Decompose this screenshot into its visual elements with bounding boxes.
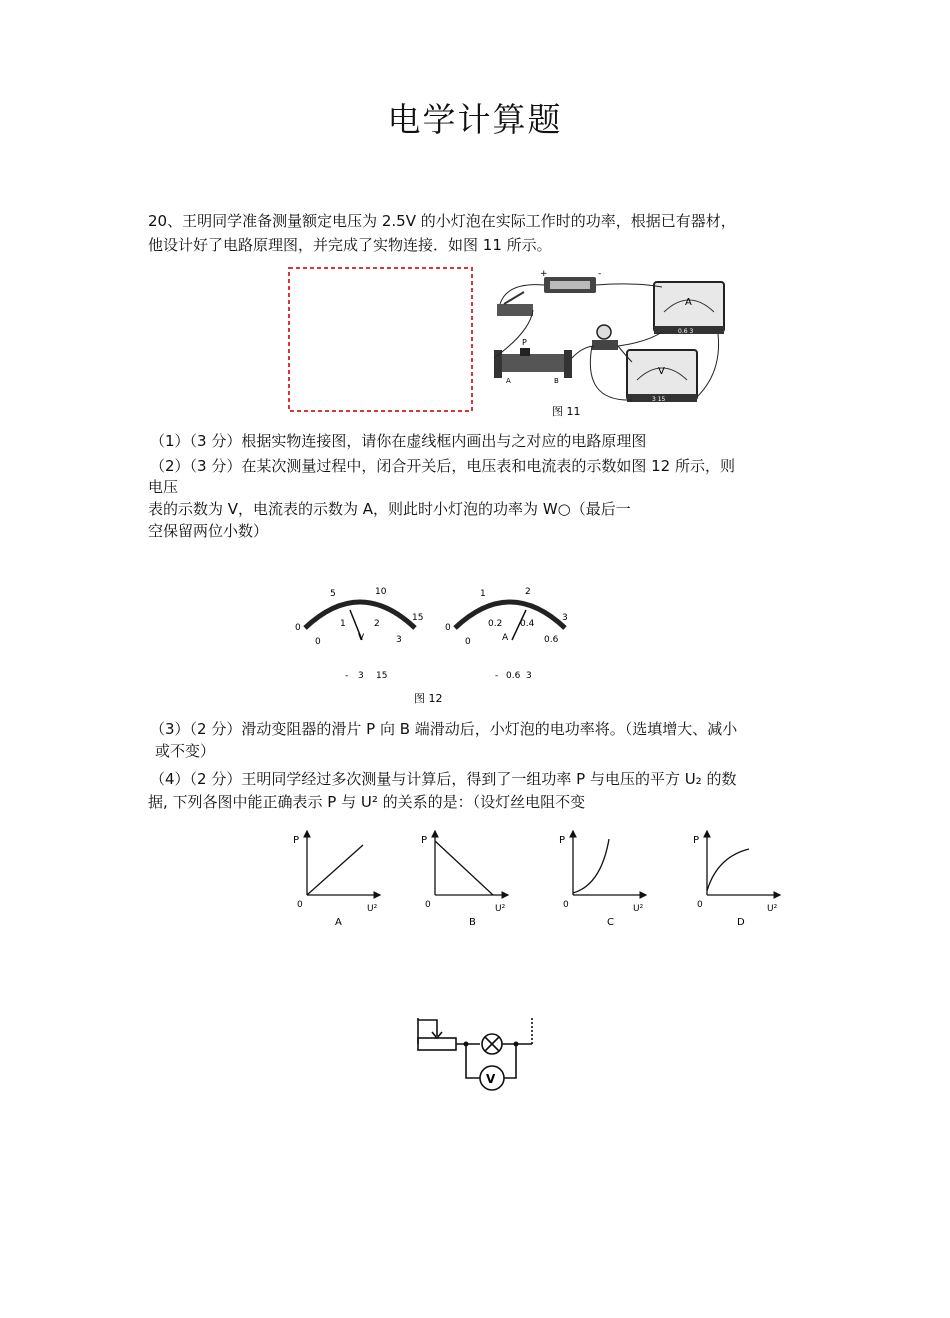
a-outer-tick-0: 0 xyxy=(445,623,451,633)
graph-c-origin: 0 xyxy=(563,900,569,910)
v-terminal-minus: - xyxy=(345,671,349,681)
v-outer-tick-5: 5 xyxy=(330,589,336,599)
q20-intro-line1: 20、王明同学准备测量额定电压为 2.5V 的小灯泡在实际工作时的功率，根据已有器材， xyxy=(148,212,736,230)
slider-label: P xyxy=(522,338,527,347)
graph-d-origin: 0 xyxy=(697,900,703,910)
q20-part4-line1: （4）（2 分）王明同学经过多次测量与计算后，得到了一组功率 P 与电压的平方 U₂ 的数 xyxy=(150,770,737,788)
graph-c-x-label: U² xyxy=(633,904,644,914)
graph-a[interactable] xyxy=(293,831,380,928)
graph-d-option-label: D xyxy=(737,917,745,928)
a-unit: A xyxy=(502,633,509,643)
circuit-schematic xyxy=(410,1012,540,1102)
v-inner-tick-1: 1 xyxy=(340,619,346,629)
a-terminal-minus: - xyxy=(495,671,499,681)
q20-part1: （1）（3 分）根据实物连接图，请你在虚线框内画出与之对应的电路原理图 xyxy=(150,432,647,450)
graph-b[interactable] xyxy=(421,831,508,928)
rheostat xyxy=(494,338,572,385)
graph-b-x-label: U² xyxy=(495,904,506,914)
graph-d-x-label: U² xyxy=(767,904,778,914)
q20-intro-line2: 他设计好了电路原理图，并完成了实物连接．如图 11 所示。 xyxy=(148,236,552,254)
a-inner-tick-0: 0 xyxy=(465,637,471,647)
graph-b-origin: 0 xyxy=(425,900,431,910)
a-terminal-3: 3 xyxy=(526,671,532,681)
battery xyxy=(540,269,601,293)
q20-part3-line1: （3）（2 分）滑动变阻器的滑片 P 向 B 端滑动后，小灯泡的电功率将。（选填增大、减小 xyxy=(150,720,738,738)
figure-11 xyxy=(282,262,732,422)
a-inner-tick-0-2: 0.2 xyxy=(488,619,503,629)
a-outer-tick-3: 3 xyxy=(562,613,568,623)
answer-dashed-box[interactable] xyxy=(289,268,472,411)
lamp xyxy=(592,325,618,350)
graph-a-x-label: U² xyxy=(367,904,378,914)
graph-c[interactable] xyxy=(559,831,646,928)
q20-part3-line2: 或不变） xyxy=(155,742,216,760)
q20-part2-line3: 表的示数为 V，电流表的示数为 A，则此时小灯泡的功率为 W○（最后一 xyxy=(148,500,631,518)
v-outer-tick-15: 15 xyxy=(412,613,424,623)
voltmeter-dial xyxy=(295,587,423,681)
figure-12 xyxy=(290,580,580,708)
ammeter-dial xyxy=(445,587,568,681)
switch xyxy=(497,292,533,316)
graph-d[interactable] xyxy=(693,831,780,928)
q20-part2-line4: 空保留两位小数） xyxy=(148,522,269,540)
ammeter-terminals: 0.6 3 xyxy=(678,328,694,335)
rheostat-end-b: B xyxy=(554,377,559,385)
ammeter xyxy=(654,282,724,335)
v-inner-tick-0: 0 xyxy=(315,637,321,647)
a-inner-tick-0-4: 0.4 xyxy=(520,619,535,629)
ammeter-label: A xyxy=(685,297,692,308)
v-terminal-15: 15 xyxy=(376,671,388,681)
q20-part2-line2: 电压 xyxy=(148,478,179,496)
graph-c-y-label: P xyxy=(559,835,566,846)
graph-options xyxy=(285,825,795,935)
figure-12-caption: 图 12 xyxy=(414,692,443,705)
v-unit: V xyxy=(358,633,365,643)
a-inner-tick-0-6: 0.6 xyxy=(544,635,559,645)
a-outer-tick-2: 2 xyxy=(525,587,531,597)
v-inner-tick-3: 3 xyxy=(396,635,402,645)
graph-a-option-label: A xyxy=(335,917,342,928)
v-terminal-3: 3 xyxy=(358,671,364,681)
v-outer-tick-10: 10 xyxy=(375,587,387,597)
graph-a-origin: 0 xyxy=(297,900,303,910)
a-terminal-0-6: 0.6 xyxy=(506,671,521,681)
graph-b-y-label: P xyxy=(421,835,428,846)
graph-d-y-label: P xyxy=(693,835,700,846)
battery-minus-label: - xyxy=(598,269,602,279)
graph-c-option-label: C xyxy=(607,917,614,928)
rheostat-end-a: A xyxy=(506,377,511,385)
rheostat-symbol xyxy=(418,1038,456,1050)
voltmeter-terminals: 3 15 xyxy=(652,396,666,403)
q20-part2-line1: （2）（3 分）在某次测量过程中，闭合开关后，电压表和电流表的示数如图 12 所示，则 xyxy=(150,457,735,475)
battery-plus-label: + xyxy=(540,269,548,279)
graph-b-option-label: B xyxy=(469,917,476,928)
graph-a-y-label: P xyxy=(293,835,300,846)
voltmeter-label: V xyxy=(658,366,665,377)
a-outer-tick-1: 1 xyxy=(480,589,486,599)
voltmeter xyxy=(627,350,697,403)
v-outer-tick-0: 0 xyxy=(295,623,301,633)
voltmeter-symbol-label: V xyxy=(486,1072,496,1086)
figure-11-caption: 图 11 xyxy=(552,405,581,418)
v-inner-tick-2: 2 xyxy=(374,619,380,629)
q20-part4-line2: 据, 下列各图中能正确表示 P 与 U² 的关系的是：（设灯丝电阻不变 xyxy=(148,793,586,811)
page-title: 电学计算题 xyxy=(387,100,563,139)
